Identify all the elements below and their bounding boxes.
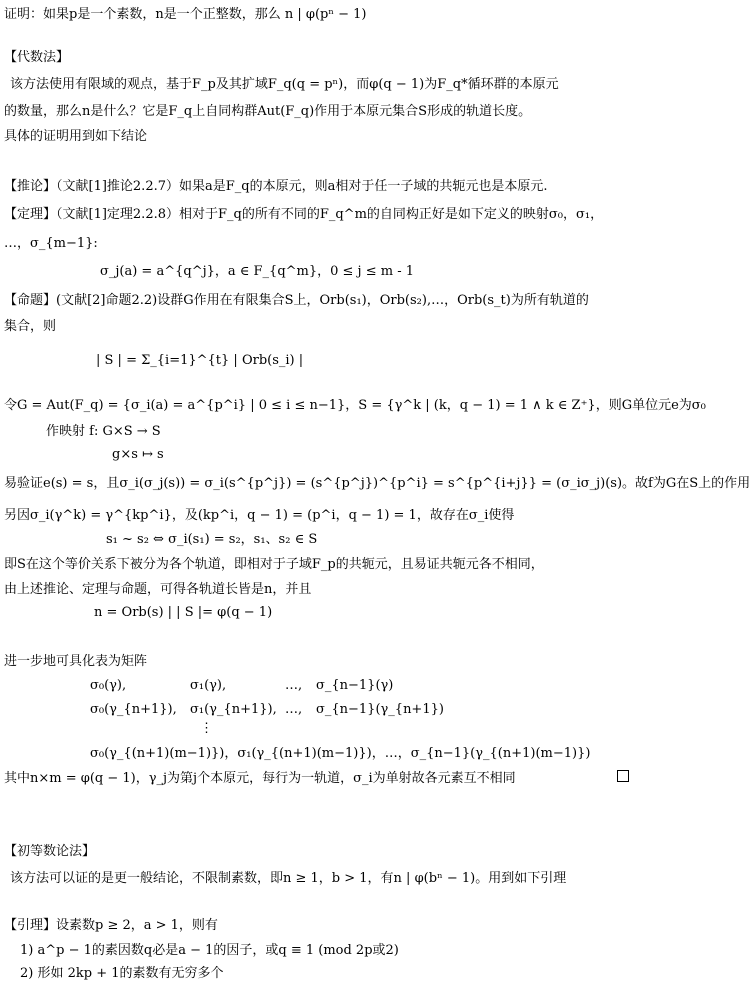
matrix-explanation: 其中n×m = φ(q − 1)，γ_j为第j个本原元，每行为一轨道，σ_i为单射故各元素互不相同 [4,771,516,786]
proposition-line1: 【命题】(文献[2]命题2.2)设群G作用在有限集合S上，Orb(s₁)，Orb(s₂),…，Orb(s_t)为所有轨道的 [4,293,589,308]
proposition-line2: 集合，则 [4,319,57,334]
matrix-intro: 进一步地可具化表为矩阵 [4,654,148,669]
lemma-item-1: 1) a^p − 1的素因数q必是a − 1的因子，或q ≡ 1 (mod 2p或2) [20,943,399,958]
mapping-definition: 作映射 f: G×S → S [46,424,161,439]
matrix-r1-c3: …, [285,678,303,693]
section-heading-algebraic: 【代数法】 [4,50,70,65]
definition-group-set: 令G = Aut(F_q) = {σ_i(a) = a^{p^i} | 0 ≤ i ≤ n−1}，S = {γ^k | (k，q − 1) = 1 ∧ k ∈ Z⁺}，则G单位元e为σ₀ [4,398,706,413]
matrix-r2-c2: σ₁(γ_{n+1}), [190,702,277,717]
matrix-r2-c4: σ_{n−1}(γ_{n+1}) [316,702,444,717]
mapping-rule: g×s ↦ s [112,447,164,462]
matrix-r1-c4: σ_{n−1}(γ) [316,678,394,693]
algebraic-intro-line2: 的数量，那么n是什么？它是F_q上自同构群Aut(F_q)作用于本原元集合S形成的轨道长度。 [4,104,532,119]
orbit-partition: 即S在这个等价关系下被分为各个轨道，即相对于子域F_p的共轭元，且易证共轭元各不相同， [4,557,544,572]
theorem-line1: 【定理】（文献[1]定理2.2.8）相对于F_q的所有不同的F_q^m的自同构正好是如下定义的映射σ₀，σ₁， [4,207,604,222]
section-heading-elementary: 【初等数论法】 [4,844,96,859]
orbit-length-claim: 由上述推论、定理与命题，可得各轨道长皆是n，并且 [4,582,312,597]
proof-statement: 证明：如果p是一个素数，n是一个正整数，那么 n | φ(pⁿ − 1) [4,7,367,22]
matrix-r2-c3: …, [285,702,303,717]
corollary: 【推论】（文献[1]推论2.2.7）如果a是F_q的本原元，则a相对于任一子域的共轭元也是本原元. [4,179,548,194]
algebraic-intro-line1: 该方法使用有限域的观点，基于F_p及其扩域F_q(q = pⁿ)，而φ(q − 1)为F_q*循环群的本原元 [10,77,559,92]
algebraic-intro-line3: 具体的证明用到如下结论 [4,129,148,144]
matrix-vdots: ⋮ [200,721,213,736]
matrix-r3: σ₀(γ_{(n+1)(m−1)})，σ₁(γ_{(n+1)(m−1)})，…，σ_{n−1}(γ_{(n+1)(m−1)}) [90,746,591,761]
lemma-heading: 【引理】设素数p ≥ 2，a > 1，则有 [4,918,218,933]
equivalence-relation: s₁ ~ s₂ ⇔ σ_i(s₁) = s₂，s₁、s₂ ∈ S [106,532,318,547]
verification: 易验证e(s) = s，且σ_i(σ_j(s)) = σ_i(s^{p^j}) = (s^{p^j})^{p^i} = s^{p^{i+j}} = (σ_iσ_j)(s)。故f为G在S上的作用 [4,476,750,491]
qed-symbol [617,770,629,782]
theorem-line2: …，σ_{m−1}: [4,236,98,251]
orbit-length-formula: n = Orb(s) | | S |= φ(q − 1) [94,605,273,620]
lemma-item-2: 2) 形如 2kp + 1的素数有无穷多个 [20,966,224,981]
matrix-r1-c1: σ₀(γ), [90,678,127,693]
theorem-formula: σ_j(a) = a^{q^j}，a ∈ F_{q^m}，0 ≤ j ≤ m - 1 [100,264,414,279]
equivalence-intro: 另因σ_i(γ^k) = γ^{kp^i}，及(kp^i，q − 1) = (p^i，q − 1) = 1，故存在σ_i使得 [4,508,515,523]
proposition-formula: | S | = Σ_{i=1}^{t} | Orb(s_i) | [96,353,304,368]
matrix-r1-c2: σ₁(γ), [190,678,227,693]
elementary-intro: 该方法可以证的是更一般结论，不限制素数，即n ≥ 1，b > 1，有n | φ(bⁿ − 1)。用到如下引理 [10,871,567,886]
matrix-r2-c1: σ₀(γ_{n+1}), [90,702,177,717]
